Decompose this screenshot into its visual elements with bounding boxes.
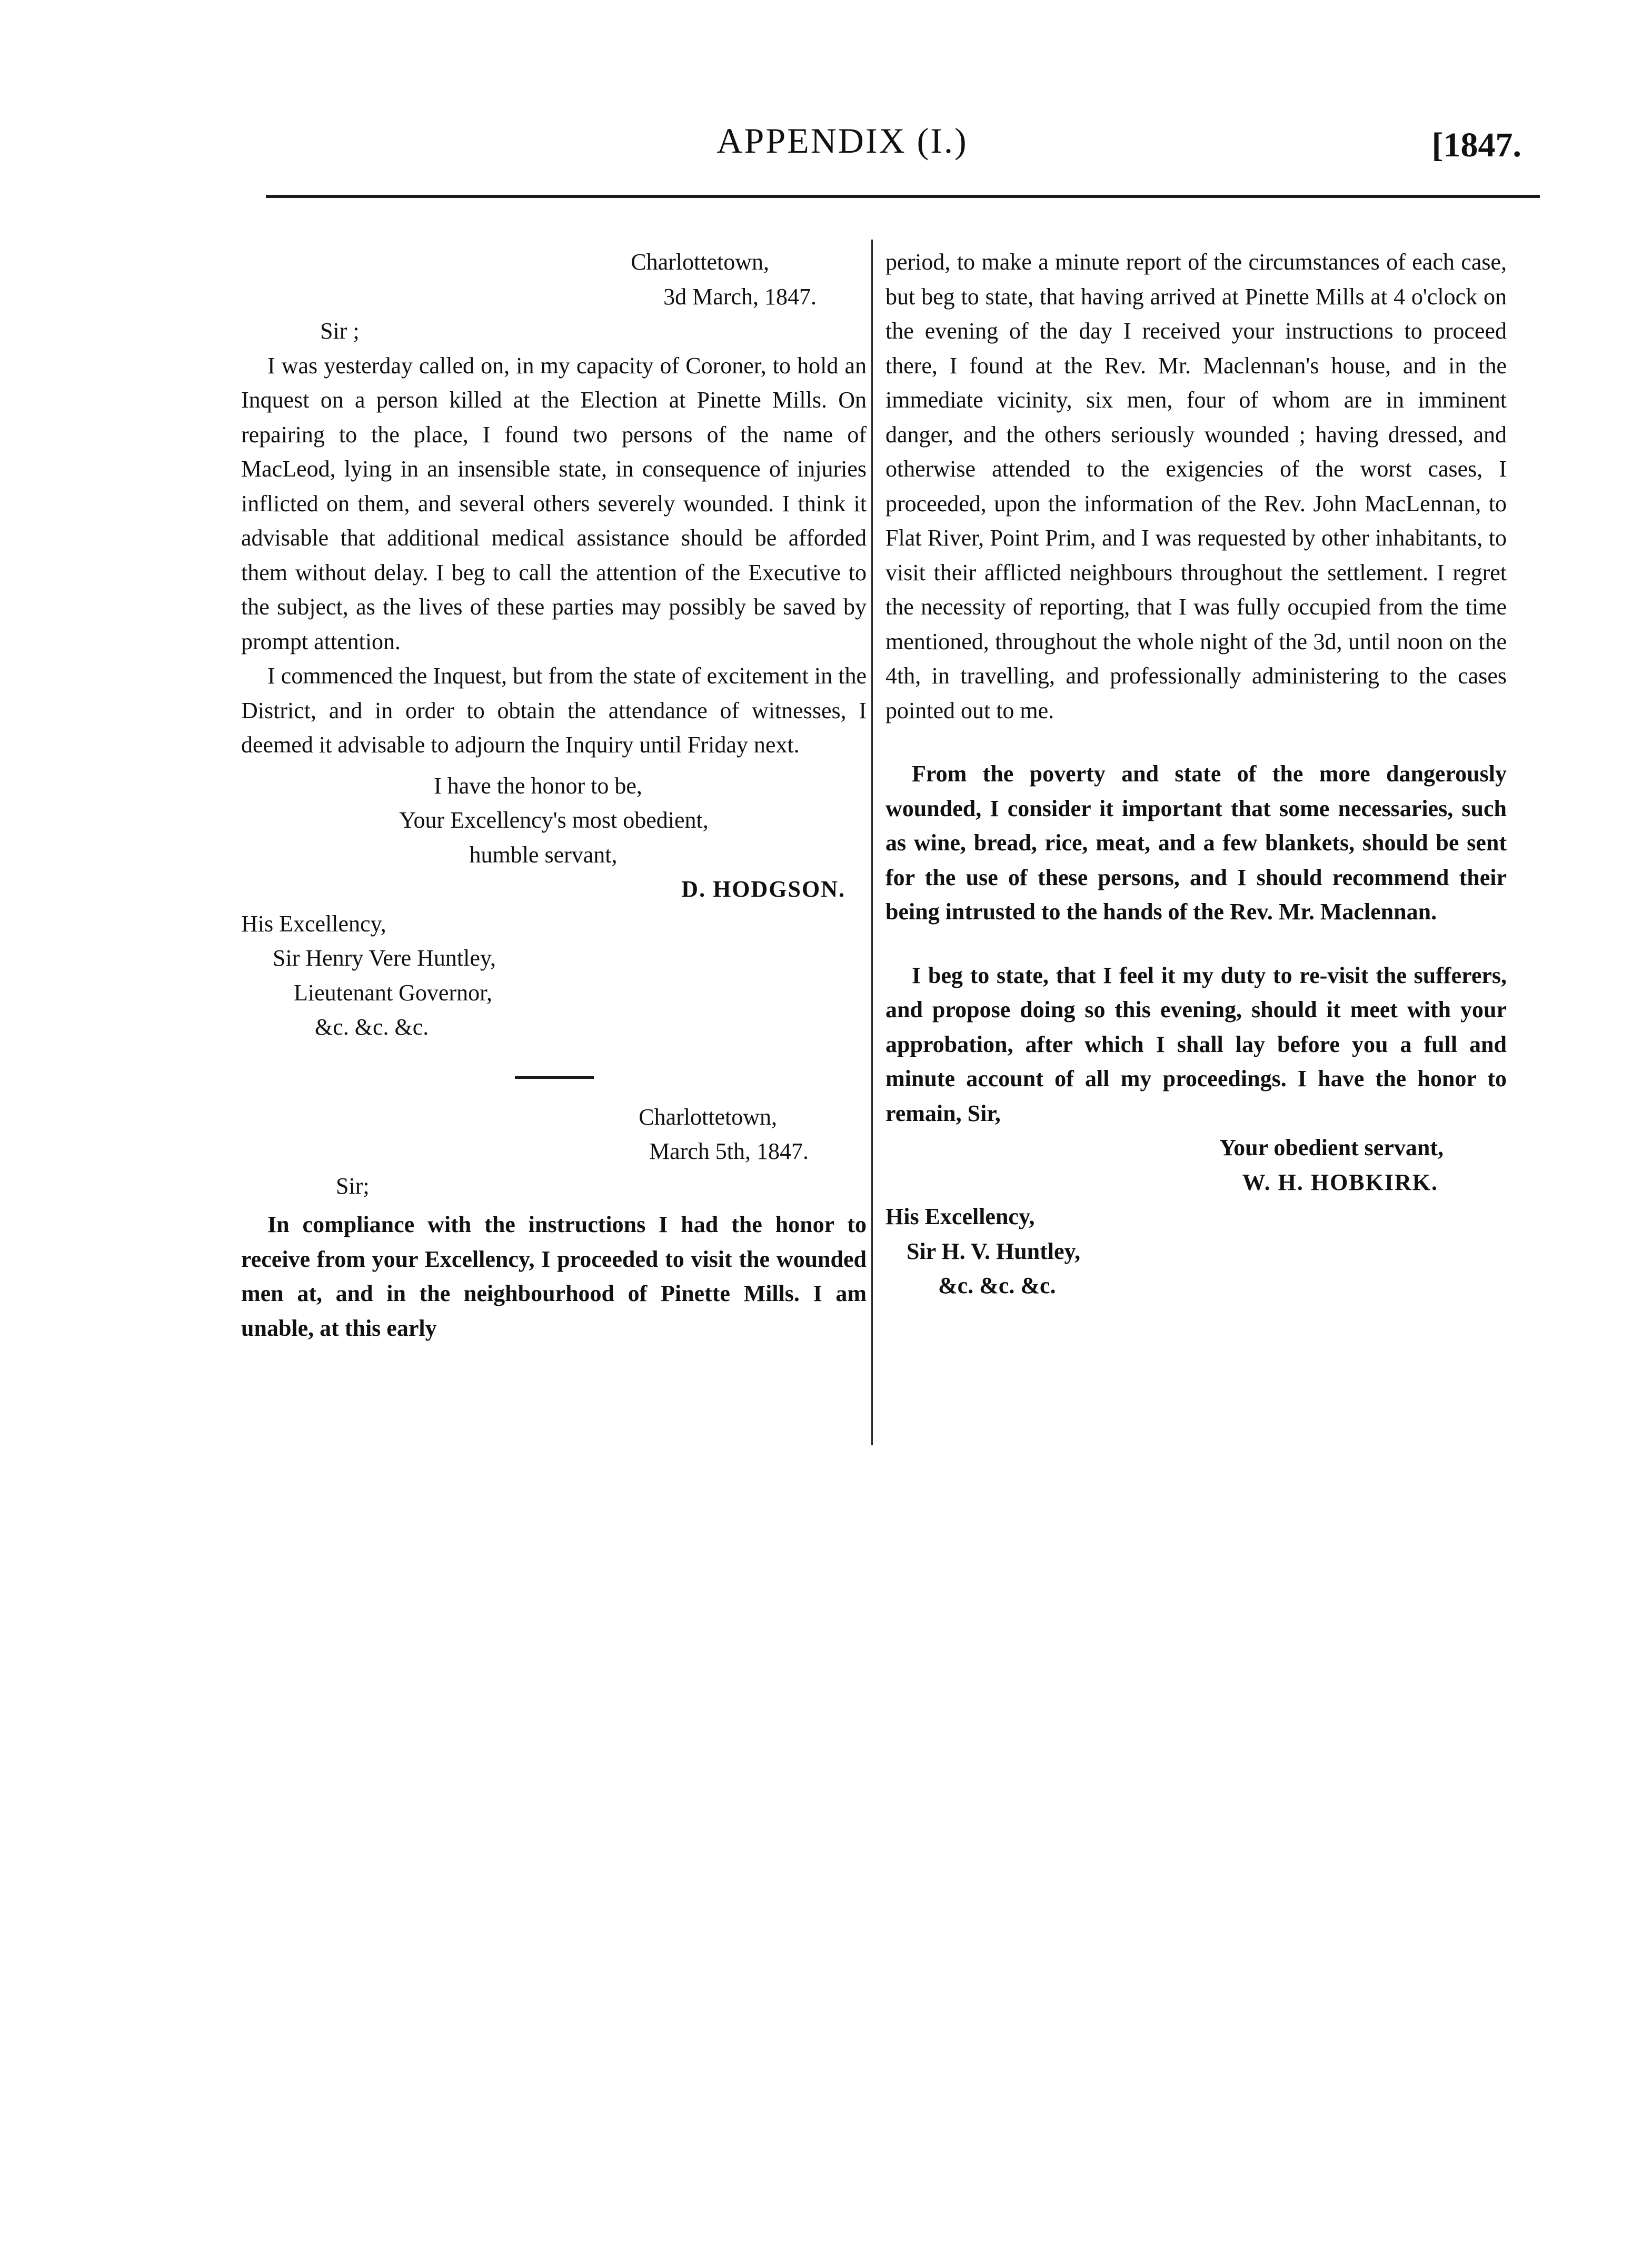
letter1-addressee: [241, 907, 867, 1045]
left-column: [241, 245, 867, 1345]
letter1-closing-line-3: humble servant,: [469, 841, 618, 868]
header-rule: [266, 195, 1540, 198]
page-year: [1847.: [1431, 126, 1521, 164]
letter2-addressee-line-3: &c. &c. &c.: [938, 1273, 1056, 1298]
letter1-closing-line-2: Your Excellency's most obedient,: [399, 807, 709, 833]
right-column: [885, 245, 1507, 1303]
letter2-date: March 5th, 1847.: [649, 1138, 809, 1164]
letter1-date: 3d March, 1847.: [663, 283, 817, 310]
letter1-addressee-line-1: His Excellency,: [241, 910, 386, 937]
letter2-salutation: Sir;: [336, 1173, 370, 1199]
letter1-paragraph-2: I commenced the Inquest, but from the state of excitement in the District, and in order to obtain the attendance of witnesses, I deemed it advisable to adjourn the Inquiry until Friday next.: [241, 663, 867, 758]
column-divider: [871, 240, 873, 1445]
letter1-addressee-line-2: Sir Henry Vere Huntley,: [273, 945, 496, 971]
letter-separator: [515, 1076, 594, 1079]
page-title: APPENDIX (I.): [716, 121, 968, 161]
letter2-addressee-line-1: His Excellency,: [885, 1204, 1035, 1229]
letter1-dateline: [241, 245, 817, 314]
letter2-dateline: [241, 1100, 809, 1169]
letter1-addressee-line-3: Lieutenant Governor,: [294, 979, 492, 1006]
letter2-addressee: [885, 1199, 1507, 1303]
letter2-signature: W. H. HOBKIRK.: [1242, 1169, 1438, 1195]
letter1-addressee-line-4: &c. &c. &c.: [315, 1014, 429, 1040]
letter2-closing: Your obedient servant,: [1219, 1135, 1444, 1160]
letter2-place: Charlottetown,: [639, 1104, 777, 1130]
letter2-paragraph-3: I beg to state, that I feel it my duty to re-visit the sufferers, and propose doing so this evening, should it meet with your approbation, after which I shall lay before you a full and minute account of all my proceedings. I have the honor to remain, Sir,: [885, 962, 1507, 1126]
letter1-place: Charlottetown,: [631, 249, 769, 275]
letter2-paragraph-1-cont: period, to make a minute report of the circumstances of each case, but beg to state, that having arrived at Pinette Mills at 4 o'clock on the evening of the day I received your instructions to proceed there, I found at the Rev. Mr. Maclennan's house, and in the immediate vicinity, six men, four of whom are in imminent danger, and the others seriously wounded ; having dressed, and otherwise attended to the exigencies of the worst cases, I proceeded, upon the information of the Rev. John MacLennan, to Flat River, Point Prim, and I was requested by other inhabitants, to visit their afflicted neighbours throughout the settlement. I regret the necessity of reporting, that I was fully occupied from the time mentioned, throughout the whole night of the 3d, until noon on the 4th, in travelling, and professionally administering to the cases pointed out to me.: [885, 249, 1507, 723]
letter1-paragraph-1: I was yesterday called on, in my capacity of Coroner, to hold an Inquest on a person killed at the Election at Pinette Mills. On repairing to the place, I found two persons of the name of MacLeod, lying in an insensible state, in consequence of injuries inflicted on them, and several others severely wounded. I think it advisable that additional medical assistance should be afforded them without delay. I beg to call the attention of the Executive to the subject, as the lives of these parties may possibly be saved by prompt attention.: [241, 352, 867, 654]
letter1-signature: D. HODGSON.: [681, 876, 845, 902]
letter2-paragraph-1: In compliance with the instructions I had the honor to receive from your Excellency, I proceeded to visit the wounded men at, and in the neighbourhood of Pinette Mills. I am unable, at this early: [241, 1212, 867, 1341]
letter2-paragraph-2: From the poverty and state of the more dangerously wounded, I consider it important that some necessaries, such as wine, bread, rice, meat, and a few blankets, should be sent for the use of these persons, and I should recommend their being intrusted to the hands of the Rev. Mr. Maclennan.: [885, 761, 1507, 925]
letter1-salutation: Sir ;: [320, 318, 360, 344]
letter1-closing: [241, 769, 867, 872]
letter2-addressee-line-2: Sir H. V. Huntley,: [907, 1238, 1081, 1264]
letter1-closing-line-1: I have the honor to be,: [434, 772, 642, 799]
